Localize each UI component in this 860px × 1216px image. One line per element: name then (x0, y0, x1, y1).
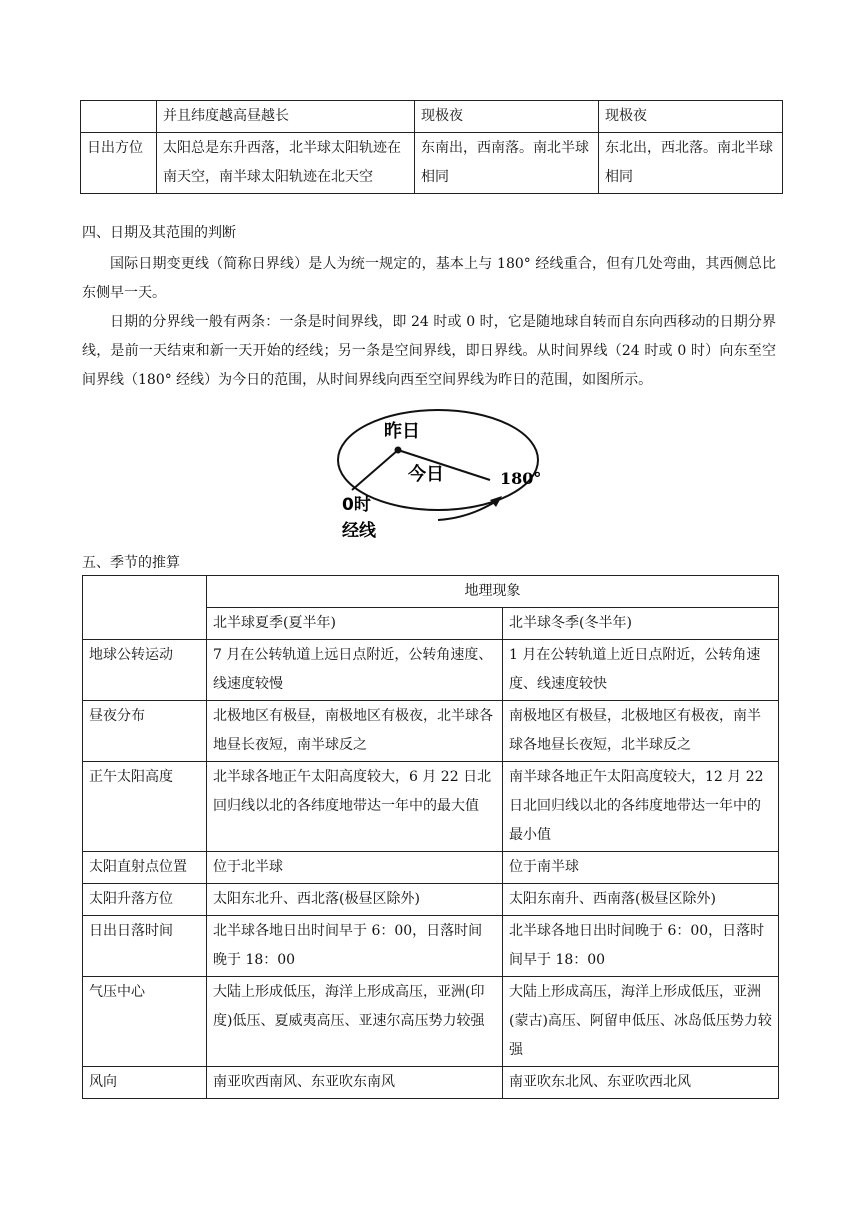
row-label: 太阳升落方位 (83, 884, 207, 916)
table-row (83, 701, 779, 762)
yesterday-label: 昨日 (384, 421, 420, 442)
table-cell: 太阳总是东升西落，北半球太阳轨迹在南天空，南半球太阳轨迹在北天空 (157, 133, 415, 194)
pole-point (395, 447, 402, 454)
table-cell: 南亚吹东北风、东亚吹西北风 (503, 1067, 779, 1099)
table-cell: 并且纬度越高昼越长 (157, 101, 415, 133)
arrow-head-icon (490, 496, 502, 507)
table-row (81, 133, 783, 194)
table-cell: 1 月在公转轨道上近日点附近，公转角速度、线速度较快 (503, 640, 779, 701)
table-row (83, 1067, 779, 1099)
section-heading: 四、日期及其范围的判断 (82, 225, 236, 241)
row-label: 风向 (83, 1067, 207, 1099)
table-cell: 北半球各地正午太阳高度较大，6 月 22 日北回归线以北的各纬度地带达一年中的最大值 (207, 762, 503, 852)
table-cell: 东南出，西南落。南北半球相同 (415, 133, 599, 194)
table-cell: 日出方位 (81, 133, 157, 194)
table-cell: 位于南半球 (503, 852, 779, 884)
season-table (82, 575, 779, 1099)
row-label: 正午太阳高度 (83, 762, 207, 852)
table-row (83, 852, 779, 884)
table-header: 北半球冬季(冬半年) (503, 608, 779, 640)
table-cell: 大陆上形成低压，海洋上形成高压，亚洲(印度)低压、夏威夷高压、亚速尔高压势力较强 (207, 977, 503, 1067)
table-row (83, 916, 779, 977)
table-row (83, 762, 779, 852)
table-cell: 现极夜 (599, 101, 783, 133)
table-cell: 南极地区有极昼，北极地区有极夜，南半球各地昼长夜短，北半球反之 (503, 701, 779, 762)
row-label: 太阳直射点位置 (83, 852, 207, 884)
table-cell (81, 101, 157, 133)
table-cell: 北半球各地日出时间早于 6：00，日落时间晚于 18：00 (207, 916, 503, 977)
zero-hour-meridian (352, 450, 398, 490)
meridian-label: 经线 (342, 521, 376, 541)
table-row (83, 640, 779, 701)
paragraph: 日期的分界线一般有两条：一条是时间界线，即 24 时或 0 时，它是随地球自转而自东向西移动的日期分界线，是前一天结束和新一天开始的经线；另一条是空间界线，即日界线。从时间界线（24 时或 0 时）向东至空间界线（180° 经线）为今日的范围，从时间界线向西至空间界线为昨日的范围，如图所示。 (82, 314, 776, 388)
table-corner-cell (83, 576, 207, 640)
table-cell: 现极夜 (415, 101, 599, 133)
table-cell: 北极地区有极昼，南极地区有极夜，北半球各地昼长夜短，南半球反之 (207, 701, 503, 762)
row-label: 地球公转运动 (83, 640, 207, 701)
table-cell: 大陆上形成高压，海洋上形成低压，亚洲(蒙古)高压、阿留申低压、冰岛低压势力较强 (503, 977, 779, 1067)
table-cell: 南亚吹西南风、东亚吹东南风 (207, 1067, 503, 1099)
table-cell: 东北出，西北落。南北半球相同 (599, 133, 783, 194)
table-cell: 南半球各地正午太阳高度较大，12 月 22 日北回归线以北的各纬度地带达一年中的最小值 (503, 762, 779, 852)
section-heading: 五、季节的推算 (82, 555, 180, 571)
zero-hour-label: 0时 (342, 495, 371, 515)
deg180-label: 180° (500, 469, 542, 488)
row-label: 日出日落时间 (83, 916, 207, 977)
table-cell: 太阳东南升、西南落(极昼区除外) (503, 884, 779, 916)
table-header-row (83, 576, 779, 608)
row-label: 气压中心 (83, 977, 207, 1067)
paragraph: 国际日期变更线（简称日界线）是人为统一规定的，基本上与 180° 经线重合，但有几处弯曲，其西侧总比东侧早一天。 (82, 256, 776, 301)
table-row (83, 977, 779, 1067)
row-label: 昼夜分布 (83, 701, 207, 762)
date-line-diagram (330, 404, 560, 544)
table-header: 北半球夏季(夏半年) (207, 608, 503, 640)
sun-phenomena-table (80, 100, 783, 194)
table-row (81, 101, 783, 133)
table-header: 地理现象 (207, 576, 779, 608)
table-cell: 7 月在公转轨道上远日点附近，公转角速度、线速度较慢 (207, 640, 503, 701)
today-label: 今日 (408, 464, 444, 485)
table-cell: 位于北半球 (207, 852, 503, 884)
table-row (83, 884, 779, 916)
table-cell: 太阳东北升、西北落(极昼区除外) (207, 884, 503, 916)
table-cell: 北半球各地日出时间晚于 6：00，日落时间早于 18：00 (503, 916, 779, 977)
